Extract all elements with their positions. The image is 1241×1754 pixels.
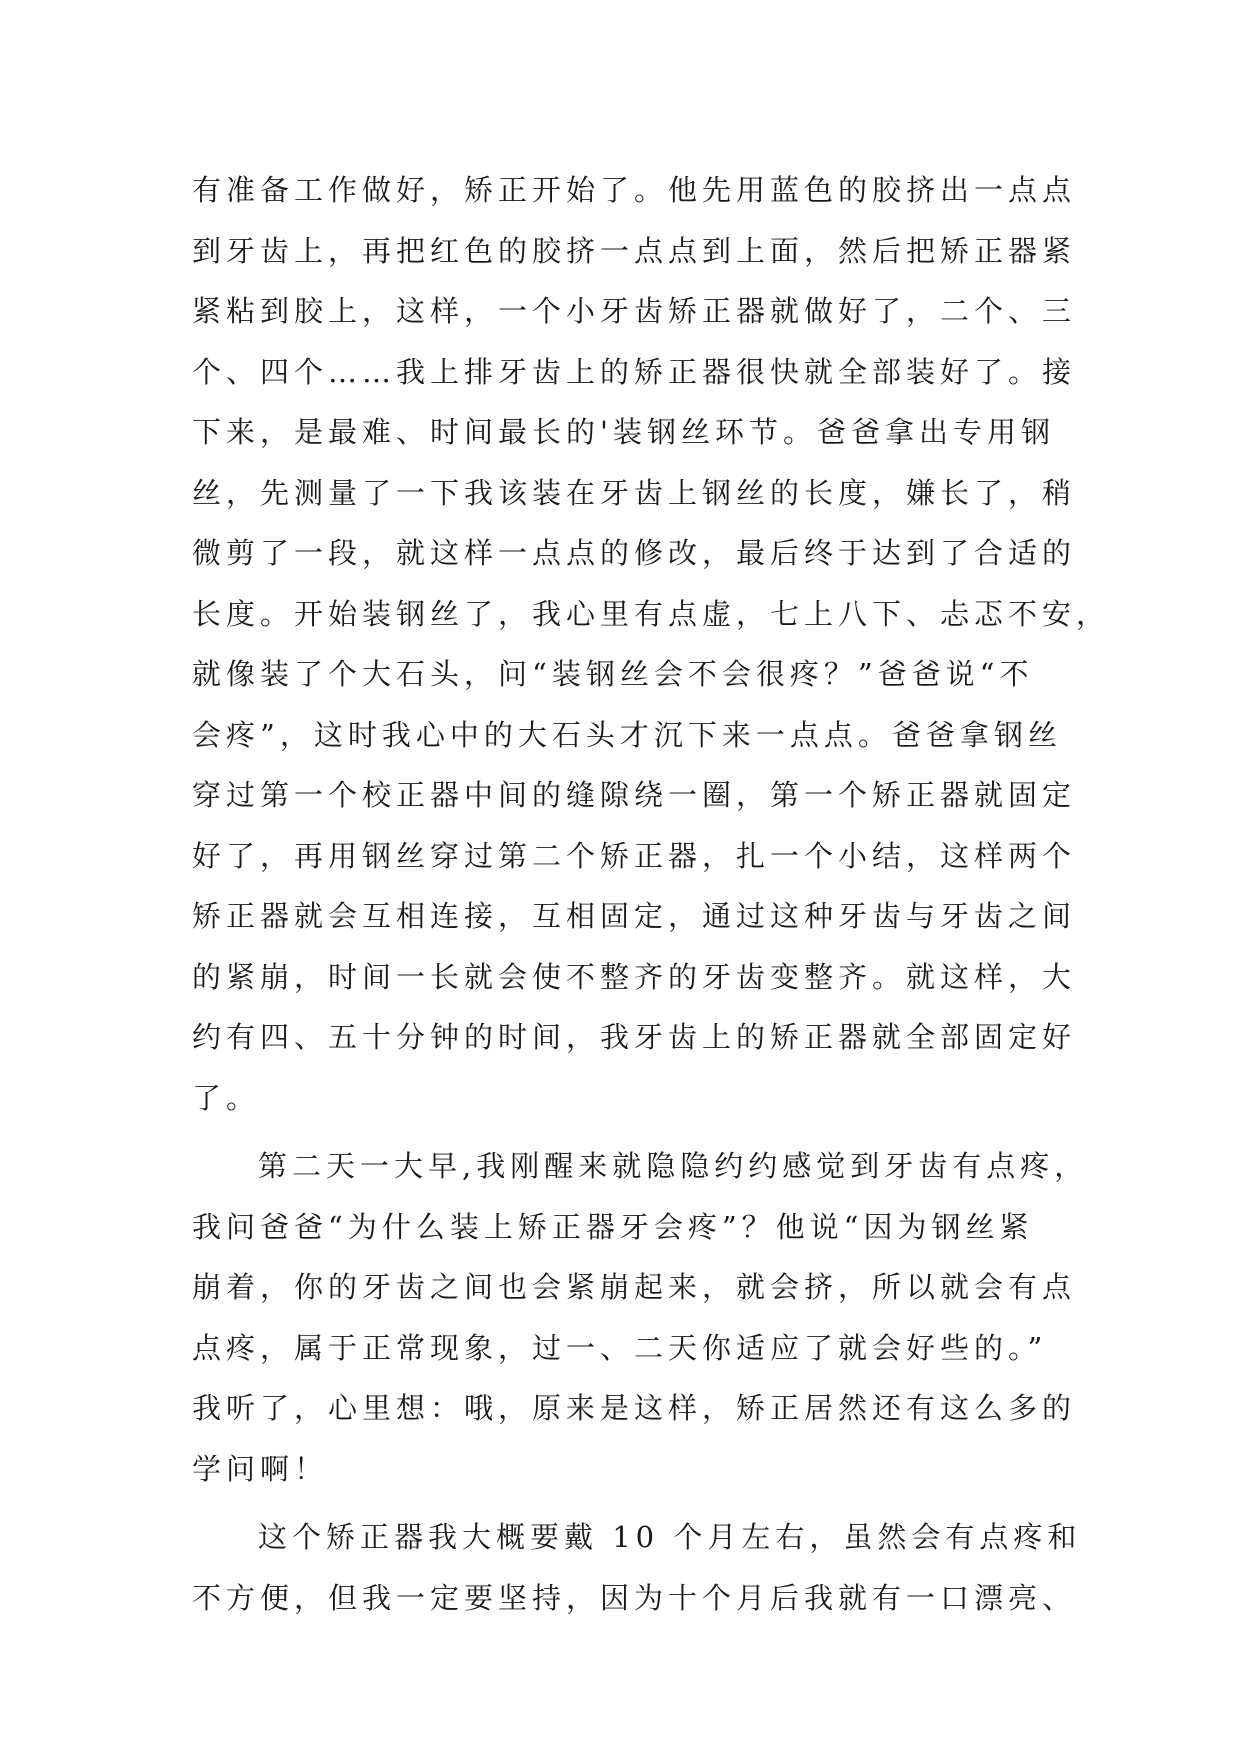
- text-line-indented: 第二天一大早,我刚醒来就隐隐约约感觉到牙齿有点疼，: [258, 1149, 1089, 1183]
- text-line: 紧粘到胶上，这样，一个小牙齿矫正器就做好了，二个、三: [192, 294, 1077, 328]
- text-line: 学问啊！: [192, 1451, 329, 1486]
- text-line: 的紧崩，时间一长就会使不整齐的牙齿变整齐。就这样，大: [192, 959, 1077, 994]
- text-line: 会疼”，这时我心中的大石头才沉下来一点点。爸爸拿钢丝: [192, 717, 1062, 752]
- text-line: 了。: [192, 1080, 261, 1115]
- text-line: 好了，再用钢丝穿过第二个矫正器，扎一个小结，这样两个: [192, 838, 1077, 873]
- text-line: 就像装了个大石头，问“装钢丝会不会很疼？”爸爸说“不: [192, 657, 1034, 691]
- text-line: 个、四个……我上排牙齿上的矫正器很快就全部装好了。接: [192, 354, 1077, 389]
- paragraph-2: [192, 1136, 1089, 1499]
- paragraph-3: [192, 1507, 1082, 1628]
- text-line: 到牙齿上，再把红色的胶挤一点点到上面，然后把矫正器紧: [192, 233, 1077, 268]
- text-line: 矫正器就会互相连接，互相固定，通过这种牙齿与牙齿之间: [192, 899, 1077, 933]
- paragraph-spacer: [192, 1499, 1052, 1507]
- text-line: 我问爸爸“为什么装上矫正器牙会疼”？他说“因为钢丝紧: [192, 1209, 1034, 1244]
- text-line: 约有四、五十分钟的时间，我牙齿上的矫正器就全部固定好: [192, 1020, 1077, 1054]
- paragraph-spacer: [192, 1128, 1052, 1136]
- text-line: 长度。开始装钢丝了，我心里有点虚，七上八下、忐忑不安，: [192, 596, 1111, 631]
- text-line: 点疼，属于正常现象，过一、二天你适应了就会好些的。”: [192, 1330, 1048, 1365]
- body-text: [192, 160, 1111, 1628]
- text-line: 丝，先测量了一下我该装在牙齿上钢丝的长度，嫌长了，稍: [192, 475, 1077, 510]
- text-line: 有准备工作做好，矫正开始了。他先用蓝色的胶挤出一点点: [192, 173, 1077, 207]
- paragraph-1: [192, 160, 1111, 1128]
- text-line: 崩着，你的牙齿之间也会紧崩起来，就会挤，所以就会有点: [192, 1270, 1077, 1304]
- text-line: 穿过第一个校正器中间的缝隙绕一圈，第一个矫正器就固定: [192, 778, 1077, 812]
- text-line: 我听了，心里想：哦，原来是这样，矫正居然还有这么多的: [192, 1391, 1077, 1425]
- text-line: 微剪了一段，就这样一点点的修改，最后终于达到了合适的: [192, 536, 1077, 570]
- text-line: 下来，是最难、时间最长的'装钢丝环节。爸爸拿出专用钢: [192, 415, 1055, 449]
- text-line-indented: 这个矫正器我大概要戴 10 个月左右，虽然会有点疼和: [258, 1520, 1082, 1554]
- text-line: 不方便，但我一定要坚持，因为十个月后我就有一口漂亮、: [192, 1580, 1077, 1615]
